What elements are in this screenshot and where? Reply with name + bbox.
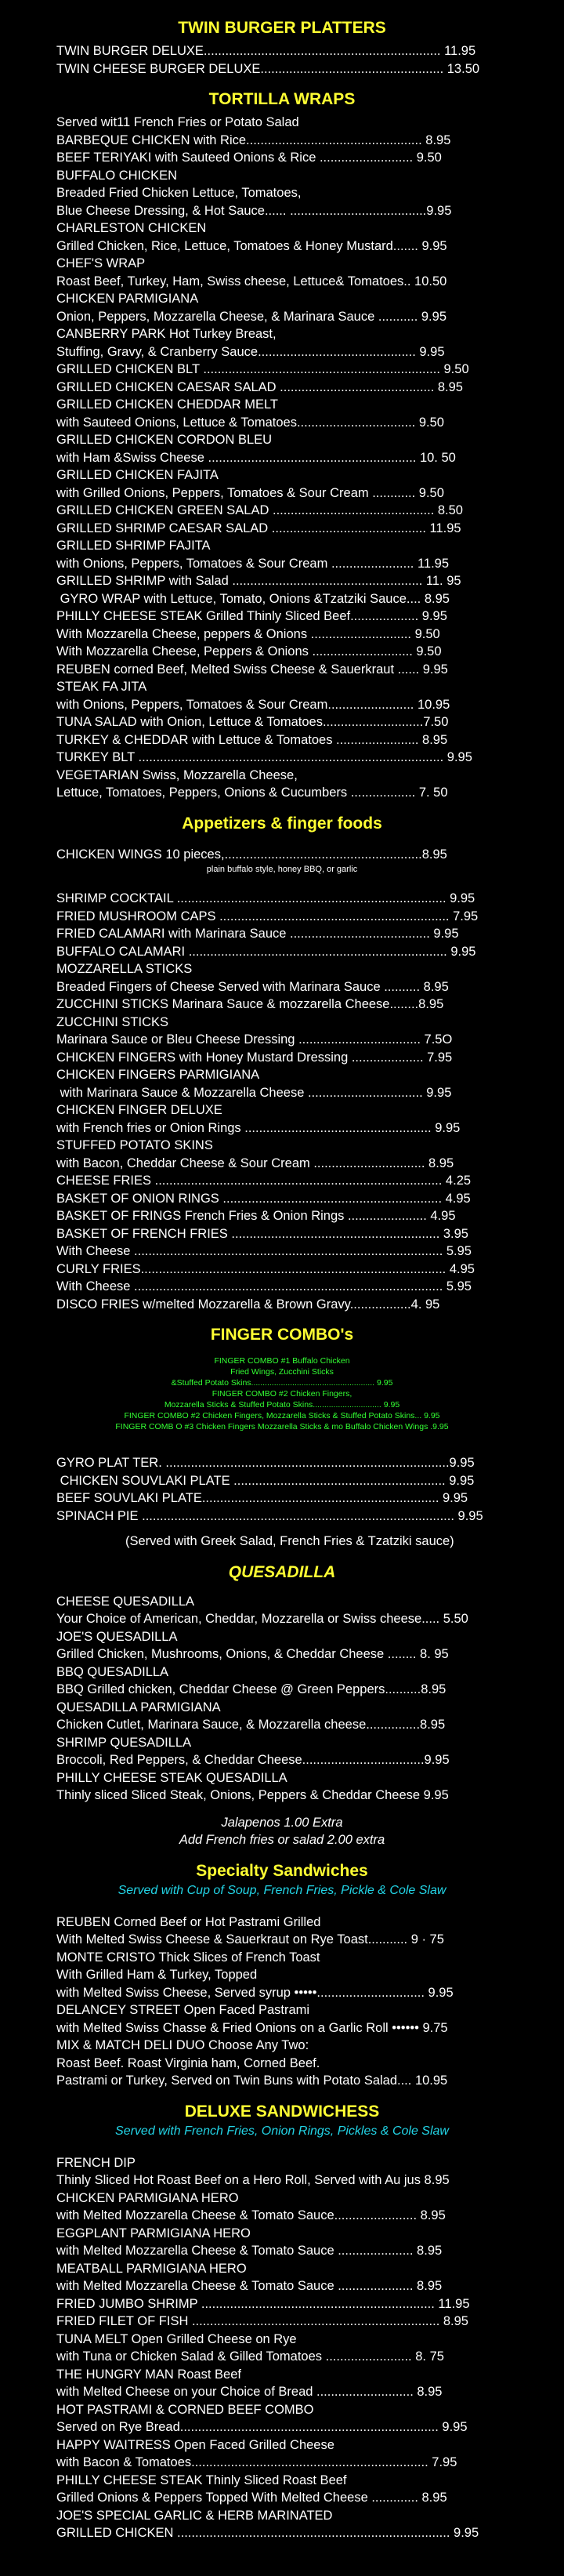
menu-line: with Marinara Sauce & Mozzarella Cheese ................................ 9.95 [56,1085,452,1100]
menu-line: CANBERRY PARK Hot Turkey Breast, [56,327,277,341]
menu-line: ZUCCHINI STICKS [56,1014,169,1029]
menu-line: FRIED JUMBO SHRIMP ................................................................. 11.95 [56,2296,470,2311]
menu-line: With Grilled Ham & Turkey, Topped [56,1968,258,1982]
spacer [0,2140,564,2148]
menu-line: TURKEY BLT ..................................................................................... 9.95 [56,750,472,764]
menu-line: BASKET OF FRINGS French Fries & Onion Rings ...................... 4.95 [56,1209,456,1223]
menu-line: with Onions, Peppers, Tomatoes & Sour Cream........................ 10.95 [56,697,450,712]
menu-line: GRILLED CHICKEN ............................................................................ 9.95 [56,2526,479,2540]
menu-line: Grilled Chicken, Mushrooms, Onions, & Cheddar Cheese ........ 8. 95 [56,1647,449,1661]
menu-line: BEEF SOUVLAKI PLATE.................................................................. 9.95 [56,1491,468,1505]
menu-line: MIX & MATCH DELI DUO Choose Any Two: [56,2038,309,2052]
combo-line: Fried Wings, Zucchini Sticks [230,1367,334,1377]
spacer [0,1805,564,1814]
menu-line: GRILLED SHRIMP with Salad ..................................................... 11. 95 [56,574,461,588]
menu-line: Blue Cheese Dressing, & Hot Sauce...... ......................................9.95 [56,203,452,218]
menu-line: BASKET OF FRENCH FRIES .......................................................... 3.95 [56,1226,468,1241]
menu-line: GRILLED CHICKEN GREEN SALAD ............................................. 8.50 [56,503,463,517]
menu-line: SHRIMP QUESADILLA [56,1735,192,1750]
served-with-note: (Served with Greek Salad, French Fries & Tzatziki sauce) [125,1534,454,1548]
menu-line: With Mozzarella Cheese, Peppers & Onions ............................ 9.50 [56,644,442,659]
menu-line: FRIED FILET OF FISH ..................................................................... 8.95 [56,2314,468,2328]
menu-line: With Cheese ...................................................................................... 5.95 [56,1244,472,1258]
menu-line: CHARLESTON CHICKEN [56,221,207,235]
menu-line: with Melted Mozzarella Cheese & Tomato Sauce ..................... 8.95 [56,2279,443,2293]
menu-line: with Ham &Swiss Cheese .......................................................... 10. 50 [56,450,456,465]
menu-line: VEGETARIAN Swiss, Mozzarella Cheese, [56,767,298,782]
menu-line: with Bacon, Cheddar Cheese & Sour Cream ............................... 8.95 [56,1156,454,1170]
menu-line: MONTE CRISTO Thick Slices of French Toast [56,1950,320,1965]
spacer [0,802,564,813]
menu-line: with Melted Cheese on your Choice of Bread ........................... 8.95 [56,2385,443,2399]
menu-line: FRENCH DIP [56,2155,136,2170]
menu-line: TWIN BURGER DELUXE.................................................................. 11.95 [56,44,476,58]
menu-line: Thinly Sliced Hot Roast Beef on a Hero Roll, Served with Au jus 8.95 [56,2173,450,2187]
menu-line: MOZZARELLA STICKS [56,962,193,976]
combo-line: FINGER COMBO #2 Chicken Fingers, Mozzarella Sticks & Stuffed Potato Skins... 9.95 [124,1411,440,1420]
menu-line: QUESADILLA PARMIGIANA [56,1700,221,1714]
menu-line: with Melted Swiss Cheese, Served syrup •••••.............................. 9.95 [56,1985,454,2000]
menu-line: GRILLED SHRIMP CAESAR SALAD ........................................... 11.95 [56,521,461,535]
menu-line: with French fries or Onion Rings .................................................... 9.95 [56,1120,461,1135]
menu-line: Breaded Fingers of Cheese Served with Marinara Sauce .......... 8.95 [56,979,449,994]
menu-line: with Tuna or Chicken Salad & Gilled Tomatoes ........................ 8. 75 [56,2349,444,2364]
menu-line: Roast Beef. Roast Virginia ham, Corned Beef. [56,2055,320,2070]
menu-line: BBQ Grilled chicken, Cheddar Cheese @ Green Peppers..........8.95 [56,1682,446,1696]
spacer [0,2148,564,2154]
spacer [0,1525,564,1533]
menu-line: with Sauteed Onions, Lettuce & Tomatoes................................. 9.50 [56,415,444,430]
menu-line: GRILLED SHRIMP FAJITA [56,539,211,553]
menu-line: BARBEQUE CHICKEN with Rice................................................. 8.95 [56,132,451,147]
section-title-appetizers: Appetizers & finger foods [182,814,382,833]
wing-flavor-note: plain buffalo style, honey BBQ, or garlic [206,865,358,874]
spacer [0,2090,564,2101]
menu-line: Marinara Sauce or Bleu Cheese Dressing .................................. 7.5O [56,1032,453,1047]
menu-line: CHEESE FRIES ................................................................................ 4.25 [56,1174,472,1188]
menu-line: CHICKEN FINGERS with Honey Mustard Dressing .................... 7.95 [56,1050,453,1065]
section-title-twin: TWIN BURGER PLATTERS [178,19,386,37]
spacer [0,1349,564,1355]
menu-line: CHICKEN PARMIGIANA HERO [56,2190,239,2205]
menu-line: GRILLED CHICKEN CAESAR SALAD ........................................... 8.95 [56,379,463,394]
menu-line: Your Choice of American, Cheddar, Mozzarella or Swiss cheese..... 5.50 [56,1612,468,1626]
menu-line: GRILLED CHICKEN CORDON BLEU [56,433,273,447]
section-title-quesadilla: QUESADILLA [228,1562,336,1581]
menu-line: CHICKEN SOUVLAKI PLATE ........................................................... 9.95 [56,1473,475,1488]
menu-line: Thinly sliced Sliced Steak, Onions, Peppers & Cheddar Cheese 9.95 [56,1788,449,1802]
menu-line: PHILLY CHEESE STEAK Grilled Thinly Sliced Beef................... 9.95 [56,609,447,623]
menu-line: With Mozzarella Cheese, peppers & Onions ............................ 9.50 [56,626,440,641]
menu-line: TUNA SALAD with Onion, Lettuce & Tomatoes............................7.50 [56,715,449,729]
menu-line: CHICKEN FINGERS PARMIGIANA [56,1068,260,1082]
menu-line: GRILLED CHICKEN FAJITA [56,468,219,482]
menu-line: JOE'S QUESADILLA [56,1629,178,1644]
menu-line: TUNA MELT Open Grilled Cheese on Rye [56,2331,297,2346]
menu-line: THE HUNGRY MAN Roast Beef [56,2367,241,2382]
combo-line: FINGER COMB O #3 Chicken Fingers Mozzarella Sticks & mo Buffalo Chicken Wings .9.95 [115,1422,449,1431]
menu-line: MEATBALL PARMIGIANA HERO [56,2261,247,2276]
menu-line: EGGPLANT PARMIGIANA HERO [56,2226,251,2240]
spacer [0,1907,564,1914]
menu-line: Roast Beef, Turkey, Ham, Swiss cheese, Lettuce& Tomatoes.. 10.50 [56,274,447,288]
menu-line: CHICKEN PARMIGIANA [56,292,199,306]
menu-line: BBQ QUESADILLA [56,1664,169,1679]
quesadilla-extra: Jalapenos 1.00 Extra [221,1815,343,1830]
menu-line: GYRO PLAT TER. ...............................................................................9.95 [56,1456,475,1470]
menu-line: Onion, Peppers, Mozzarella Cheese, & Marinara Sauce ........... 9.95 [56,309,446,324]
menu-line: CHEF'S WRAP [56,256,146,270]
menu-line: BASKET OF ONION RINGS ............................................................. 4.95 [56,1191,471,1206]
menu-line: PHILLY CHEESE STEAK QUESADILLA [56,1770,287,1785]
menu-line: with Bacon & Tomatoes.................................................................. 7.95 [56,2455,457,2469]
menu-line: SHRIMP COCKTAIL ........................................................................... 9.95 [56,891,475,905]
spacer [0,1432,564,1454]
spacer [0,78,564,89]
menu-line: CURLY FRIES..................................................................................... 4.95 [56,1261,475,1276]
menu-line: with Melted Swiss Chasse & Fried Onions on a Garlic Roll •••••• 9.75 [56,2020,448,2035]
menu-line: HAPPY WAITRESS Open Faced Grilled Cheese [56,2437,334,2452]
menu-line: GYRO WRAP with Lettuce, Tomato, Onions &Tzatziki Sauce.... 8.95 [56,591,450,606]
menu-line: CHICKEN FINGER DELUXE [56,1103,222,1117]
section-title-tortilla: TORTILLA WRAPS [208,90,356,108]
spacer [0,1551,564,1562]
menu-line: Breaded Fried Chicken Lettuce, Tomatoes, [56,186,302,200]
menu-line: with Grilled Onions, Peppers, Tomatoes & Sour Cream ............ 9.50 [56,485,444,500]
menu-line: SPINACH PIE ....................................................................................... 9.95 [56,1508,483,1523]
spacer [0,838,564,846]
menu-line: with Onions, Peppers, Tomatoes & Sour Cream ....................... 11.95 [56,556,450,571]
section-subtitle-deluxe: Served with French Fries, Onion Rings, Pickles & Cole Slaw [115,2124,449,2138]
menu-line: FRIED CALAMARI with Marinara Sauce ....................................... 9.95 [56,927,459,941]
menu-line: STEAK FA JITA [56,680,147,694]
menu-line: With Melted Swiss Cheese & Sauerkraut on Rye Toast........... 9 · 75 [56,1932,444,1947]
menu-line: ZUCCHINI STICKS Marinara Sauce & mozzarella Cheese........8.95 [56,997,444,1011]
section-title-special: Specialty Sandwiches [196,1861,368,1880]
menu-line: Pastrami or Turkey, Served on Twin Buns with Potato Salad.... 10.95 [56,2073,448,2088]
menu-line: BUFFALO CALAMARI ........................................................................ 9.95 [56,944,476,959]
spacer [0,1849,564,1860]
section-title-combo: FINGER COMBO's [210,1326,354,1344]
combo-line: Mozzarella Sticks & Stuffed Potato Skins.............................. 9.95 [164,1400,400,1410]
quesadilla-extra: Add French fries or salad 2.00 extra [179,1833,385,1847]
menu-line: BEEF TERIYAKI with Sauteed Onions & Rice .......................... 9.50 [56,151,442,165]
menu-line: CHICKEN WINGS 10 pieces,.......................................................8.95 [56,847,447,862]
menu-line: GRILLED CHICKEN BLT .................................................................. 9.50 [56,362,469,376]
combo-line: FINGER COMBO #1 Buffalo Chicken [214,1356,350,1366]
section-title-deluxe: DELUXE SANDWICHESS [184,2102,380,2121]
menu-line: GRILLED CHICKEN CHEDDAR MELT [56,397,278,412]
menu-line: Grilled Chicken, Rice, Lettuce, Tomatoes & Honey Mustard....... 9.95 [56,238,447,253]
menu-line: DELANCEY STREET Open Faced Pastrami [56,2003,310,2017]
combo-line: FINGER COMBO #2 Chicken Fingers, [212,1389,352,1399]
menu-line: Lettuce, Tomatoes, Peppers, Onions & Cucumbers .................. 7. 50 [56,785,448,800]
menu-line: Stuffing, Gravy, & Cranberry Sauce............................................ 9.95 [56,344,445,359]
menu-line: PHILLY CHEESE STEAK Thinly Sliced Roast Beef [56,2473,347,2487]
spacer [0,1587,564,1593]
spacer [0,1313,564,1324]
spacer [0,1899,564,1907]
menu-line: STUFFED POTATO SKINS [56,1138,213,1152]
menu-line: BUFFALO CHICKEN [56,168,178,183]
menu-line: Grilled Onions & Peppers Topped With Melted Cheese ............. 8.95 [56,2491,447,2505]
spacer [0,876,564,890]
combo-line: &Stuffed Potato Skins...................................................... 9.95 [171,1378,393,1388]
menu-line: Served on Rye Bread........................................................................ 9.95 [56,2420,468,2434]
menu-line: TWIN CHEESE BURGER DELUXE................................................... 13.50 [56,61,480,76]
menu-line: Served wit11 French Fries or Potato Salad [56,115,299,129]
menu-line: REUBEN Corned Beef or Hot Pastrami Grilled [56,1914,321,1929]
menu-line: With Cheese ...................................................................................... 5.95 [56,1279,472,1293]
menu-line: JOE'S SPECIAL GARLIC & HERB MARINATED [56,2508,333,2523]
menu-page [0,17,564,2542]
menu-line: DISCO FRIES w/melted Mozzarella & Brown Gravy.................4. 95 [56,1297,440,1312]
menu-line: FRIED MUSHROOM CAPS ................................................................ 7.95 [56,909,479,923]
menu-line: Chicken Cutlet, Marinara Sauce, & Mozzarella cheese...............8.95 [56,1718,446,1732]
menu-line: Broccoli, Red Peppers, & Cheddar Cheese..................................9.95 [56,1753,450,1767]
menu-line: REUBEN corned Beef, Melted Swiss Cheese & Sauerkraut ...... 9.95 [56,662,448,677]
section-subtitle-special: Served with Cup of Soup, French Fries, Pickle & Cole Slaw [118,1883,446,1897]
menu-line: with Melted Mozzarella Cheese & Tomato Sauce....................... 8.95 [56,2208,446,2222]
menu-line: TURKEY & CHEDDAR with Lettuce & Tomatoes ....................... 8.95 [56,732,448,747]
menu-line: HOT PASTRAMI & CORNED BEEF COMBO [56,2402,314,2417]
menu-line: CHEESE QUESADILLA [56,1594,195,1609]
menu-line: with Melted Mozzarella Cheese & Tomato Sauce ..................... 8.95 [56,2244,443,2258]
